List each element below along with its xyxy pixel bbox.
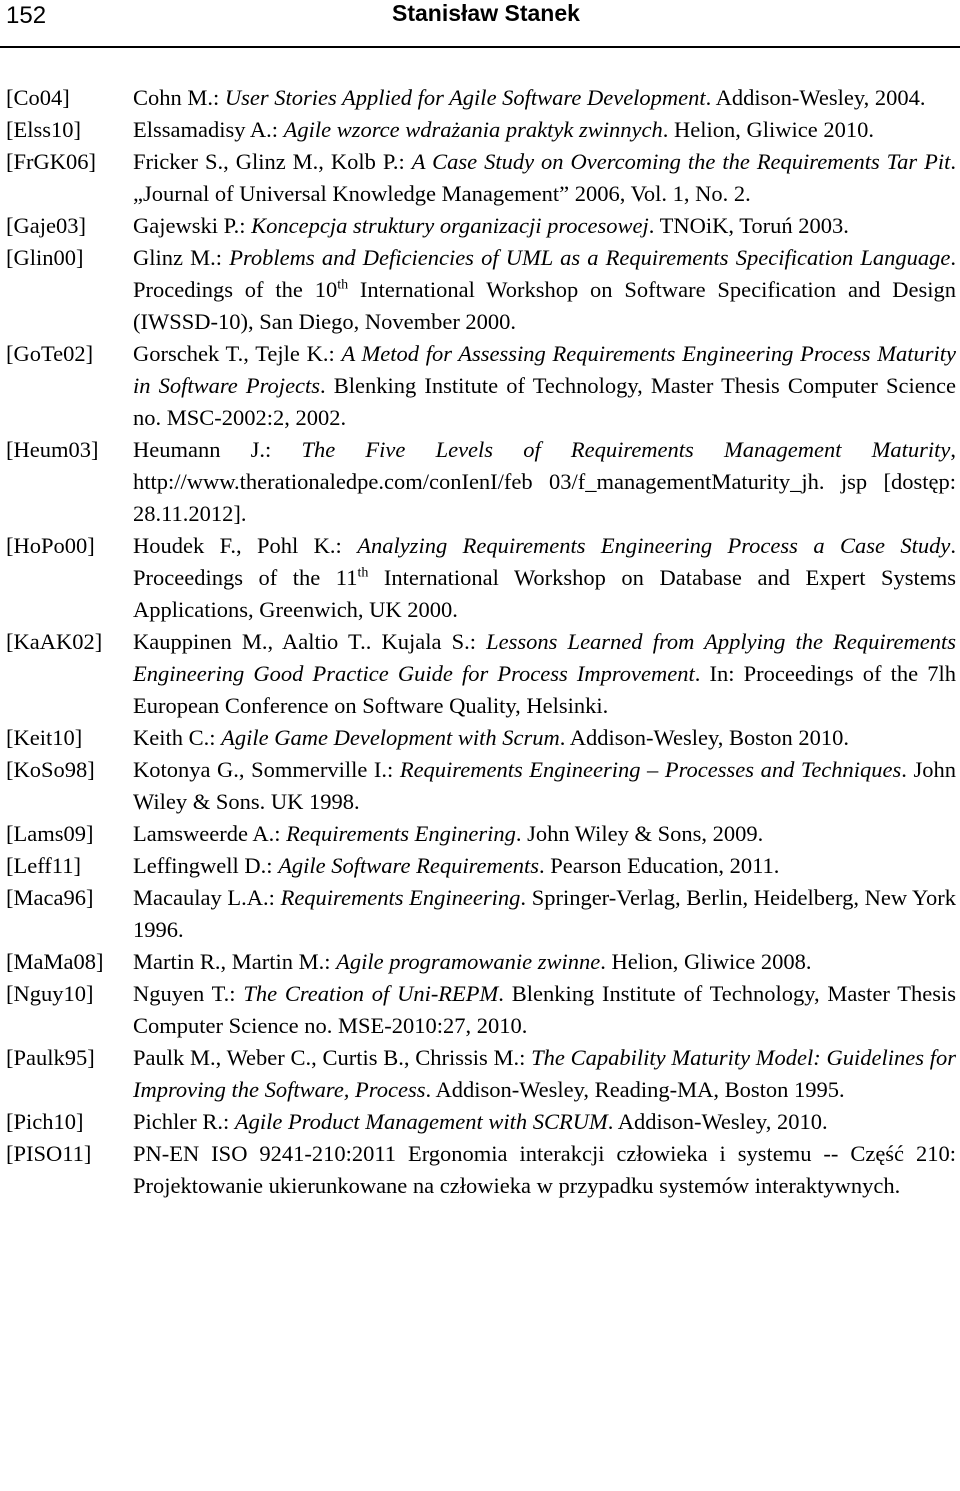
reference-key: [KoSo98] xyxy=(6,757,95,782)
reference-entry xyxy=(6,434,956,530)
reference-text xyxy=(133,434,956,530)
reference-title: User Stories Applied for Agile Software Development xyxy=(224,85,706,110)
reference-entry xyxy=(6,210,956,242)
reference-segment: Leffingwell D.: xyxy=(133,853,279,878)
reference-text xyxy=(133,1106,956,1138)
reference-title: Agile wzorce wdrażania praktyk zwinnych xyxy=(283,117,663,142)
reference-title: Requirements Engineering xyxy=(280,885,521,910)
reference-title: Agile Software Requirements xyxy=(278,853,539,878)
reference-text xyxy=(133,754,956,818)
reference-segment: Gajewski P.: xyxy=(133,213,252,238)
reference-segment: . Blenking Institute of Technology, Master Thesis Computer Science no. MSC-2002:2, 2002. xyxy=(133,373,956,430)
reference-segment: Cohn M.: xyxy=(133,85,225,110)
reference-title: Agile Product Management with SCRUM xyxy=(234,1109,608,1134)
reference-title: Agile Game Development with Scrum xyxy=(221,725,560,750)
reference-title: Koncepcja struktury organizacji procesowej xyxy=(251,213,649,238)
reference-entry xyxy=(6,338,956,434)
reference-segment: . „Journal of Universal Knowledge Management” 2006, Vol. 1, No. 2. xyxy=(133,149,956,206)
reference-key: [Lams09] xyxy=(6,821,94,846)
reference-title: The Five Levels of Requirements Management Maturity xyxy=(301,437,951,462)
reference-segment: . Addison-Wesley, 2004. xyxy=(705,85,926,110)
reference-segment: Elssamadisy A.: xyxy=(133,117,284,142)
running-head: Stanisław Stanek xyxy=(392,0,580,26)
reference-segment: . Addison-Wesley, Reading-MA, Boston 1995. xyxy=(425,1077,845,1102)
reference-entry xyxy=(6,82,956,114)
reference-segment: Gorschek T., Tejle K.: xyxy=(133,341,342,366)
reference-segment: . John Wiley & Sons, 2009. xyxy=(515,821,764,846)
reference-text xyxy=(133,210,956,242)
reference-text xyxy=(133,626,956,722)
reference-title: A Metod for Assessing Requirements Engineering Process Maturity in Software Projects xyxy=(133,341,956,398)
reference-key: [FrGK06] xyxy=(6,149,96,174)
reference-entry xyxy=(6,882,956,946)
reference-text xyxy=(133,146,956,210)
reference-text xyxy=(133,242,956,338)
reference-segment: . Helion, Gliwice 2010. xyxy=(662,117,874,142)
reference-entry xyxy=(6,530,956,626)
reference-key: [Co04] xyxy=(6,85,70,110)
reference-key: [Heum03] xyxy=(6,437,99,462)
reference-key: [PISO11] xyxy=(6,1141,92,1166)
reference-key: [KaAK02] xyxy=(6,629,103,654)
reference-text xyxy=(133,82,956,114)
ordinal-superscript: th xyxy=(337,277,349,293)
reference-key: [Leff11] xyxy=(6,853,81,878)
reference-entry xyxy=(6,114,956,146)
reference-segment: International Workshop on Software Specification and Design (IWSSD-10), San Diego, November 2000. xyxy=(133,277,957,334)
reference-segment: Fricker S., Glinz M., Kolb P.: xyxy=(133,149,412,174)
reference-title: Analyzing Requirements Engineering Process a Case Study xyxy=(357,533,951,558)
reference-text xyxy=(133,946,956,978)
reference-segment: . Pearson Education, 2011. xyxy=(538,853,780,878)
reference-text xyxy=(133,1042,956,1106)
reference-text xyxy=(133,882,956,946)
page-number: 152 xyxy=(6,2,47,29)
reference-title: Requirements Enginering xyxy=(286,821,516,846)
reference-entry xyxy=(6,946,956,978)
reference-segment: Macaulay L.A.: xyxy=(133,885,281,910)
reference-entry xyxy=(6,626,956,722)
reference-segment: Glinz M.: xyxy=(133,245,230,270)
reference-segment: . John Wiley & Sons. UK 1998. xyxy=(133,757,956,814)
reference-key: [HoPo00] xyxy=(6,533,95,558)
reference-segment: Lamsweerde A.: xyxy=(133,821,287,846)
reference-segment: Martin R., Martin M.: xyxy=(133,949,337,974)
reference-title: Problems and Deficiencies of UML as a Requirements Specification Language xyxy=(229,245,951,270)
reference-text xyxy=(133,722,956,754)
reference-segment: Kauppinen M., Aaltio T.. Kujala S.: xyxy=(133,629,487,654)
reference-segment: Paulk M., Weber C., Curtis B., Chrissis M.: xyxy=(133,1045,532,1070)
reference-entry xyxy=(6,1106,956,1138)
reference-text xyxy=(133,338,956,434)
reference-title: Requirements Engineering – Processes and Techniques xyxy=(399,757,902,782)
reference-entry xyxy=(6,1138,956,1202)
reference-segment: Kotonya G., Sommerville I.: xyxy=(133,757,400,782)
reference-text xyxy=(133,1138,956,1202)
reference-segment: Nguyen T.: xyxy=(133,981,244,1006)
ordinal-superscript: th xyxy=(357,565,369,581)
reference-segment: . Helion, Gliwice 2008. xyxy=(600,949,812,974)
reference-text xyxy=(133,850,956,882)
reference-segment: Pichler R.: xyxy=(133,1109,235,1134)
reference-segment: . Addison-Wesley, Boston 2010. xyxy=(559,725,850,750)
reference-key: [Paulk95] xyxy=(6,1045,95,1070)
reference-segment: , http://www.therationaledpe.com/conIenI/feb 03/f_managementMaturity_jh. jsp [dostęp: 28.11.2012]. xyxy=(133,437,956,526)
reference-title: The Capability Maturity Model: Guidelines for Improving the Software, Process xyxy=(133,1045,956,1102)
reference-key: [Nguy10] xyxy=(6,981,94,1006)
reference-entry xyxy=(6,978,956,1042)
reference-text xyxy=(133,114,956,146)
reference-entry xyxy=(6,818,956,850)
reference-title: Lessons Learned from Applying the Requirements Engineering Good Practice Guide for Process Improvement xyxy=(133,629,956,686)
reference-text xyxy=(133,818,956,850)
reference-segment: . Blenking Institute of Technology, Master Thesis Computer Science no. MSE-2010:27, 2010. xyxy=(133,981,957,1038)
reference-entry xyxy=(6,1042,956,1106)
reference-segment: . Procedings of the 10 xyxy=(133,245,956,302)
page-header xyxy=(0,0,960,48)
reference-key: [Elss10] xyxy=(6,117,81,142)
reference-segment: Houdek F., Pohl K.: xyxy=(133,533,358,558)
reference-title: A Case Study on Overcoming the the Requirements Tar Pit xyxy=(411,149,951,174)
reference-key: [Maca96] xyxy=(6,885,94,910)
reference-key: [GoTe02] xyxy=(6,341,94,366)
reference-entry xyxy=(6,754,956,818)
reference-text xyxy=(133,530,956,626)
reference-key: [Gaje03] xyxy=(6,213,86,238)
reference-title: Agile programowanie zwinne xyxy=(336,949,601,974)
reference-segment: . In: Proceedings of the 7lh European Conference on Software Quality, Helsinki. xyxy=(133,661,957,718)
reference-segment: Keith C.: xyxy=(133,725,222,750)
reference-entry xyxy=(6,146,956,210)
reference-segment: . Proceedings of the 11 xyxy=(133,533,956,590)
reference-segment: . Springer-Verlag, Berlin, Heidelberg, New York 1996. xyxy=(133,885,956,942)
reference-title: The Creation of Uni-REPM xyxy=(243,981,499,1006)
reference-segment: International Workshop on Database and Expert Systems Applications, Greenwich, UK 2000. xyxy=(133,565,956,622)
reference-text xyxy=(133,978,956,1042)
reference-segment: . TNOiK, Toruń 2003. xyxy=(648,213,849,238)
reference-key: [Pich10] xyxy=(6,1109,84,1134)
reference-key: [Keit10] xyxy=(6,725,83,750)
reference-entry xyxy=(6,850,956,882)
reference-key: [Glin00] xyxy=(6,245,84,270)
reference-segment: Heumann J.: xyxy=(133,437,302,462)
reference-segment: PN-EN ISO 9241-210:2011 Ergonomia interakcji człowieka i systemu -- Część 210: Projektowanie ukierunkowane na człowieka w przypadku systemów interaktywnych. xyxy=(133,1141,956,1198)
reference-entry xyxy=(6,722,956,754)
reference-entry xyxy=(6,242,956,338)
reference-list xyxy=(6,82,956,1202)
reference-segment: . Addison-Wesley, 2010. xyxy=(607,1109,828,1134)
reference-key: [MaMa08] xyxy=(6,949,104,974)
